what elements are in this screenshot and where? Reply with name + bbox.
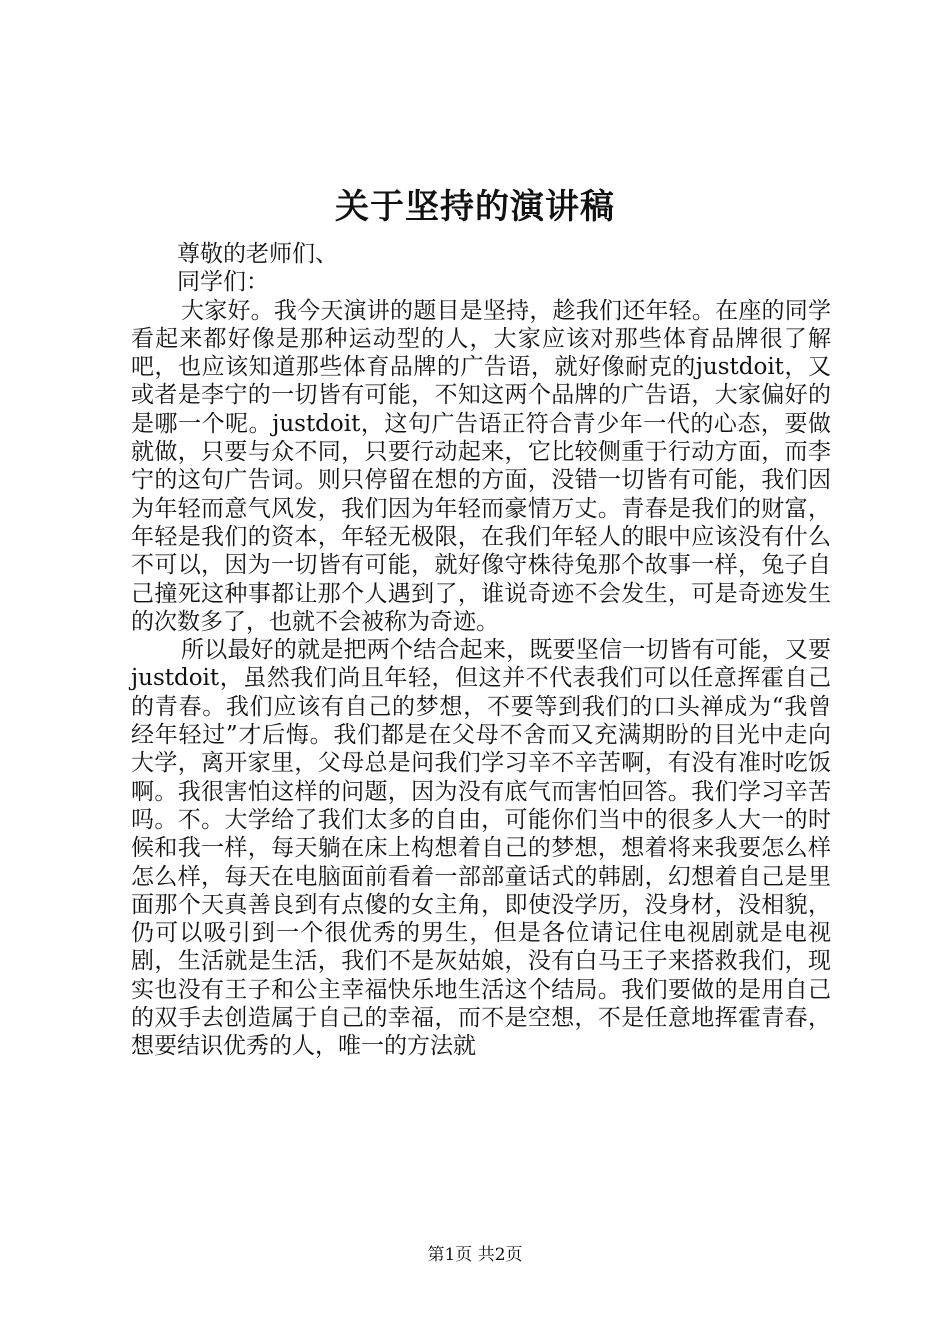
document-title: 关于坚持的演讲稿 [335, 187, 615, 227]
salutation-line-1: 尊敬的老师们、 [177, 241, 338, 267]
paragraph-1: 大家好。我今天演讲的题目是坚持，趁我们还年轻。在座的同学看起来都好像是那种运动型的人，大家应该对那些体育品牌很了解吧，也应该知道那些体育品牌的广告语，就好像耐克的justdoit，又或者是李宁的一切皆有可能，不知这两个品牌的广告语，大家偏好的是哪一个呢。justdoit，这句广告语正符合青少年一代的心态，要做就做，只要与众不同，只要行动起来，它比较侧重于行动方面，而李宁的这句广告词。则只停留在想的方面，没错一切皆有可能，我们因为年轻而意气风发，我们因为年轻而豪情万丈。青春是我们的财富，年轻是我们的资本，年轻无极限，在我们年轻人的眼中应该没有什么不可以，因为一切皆有可能，就好像守株待兔那个故事一样，兔子自己撞死这种事都让那个人遇到了，谁说奇迹不会发生，可是奇迹发生的次数多了，也就不会被称为奇迹。 [131, 297, 831, 635]
salutation-line-2: 同学们： [177, 269, 269, 296]
paragraph-2: 所以最好的就是把两个结合起来，既要坚信一切皆有可能，又要justdoit，虽然我们尚且年轻，但这并不代表我们可以任意挥霍自己的青春。我们应该有自己的梦想，不要等到我们的口头禅成为“我曾经年轻过”才后悔。我们都是在父母不舍而又充满期盼的目光中走向大学，离开家里，父母总是问我们学习辛不辛苦啊，有没有准时吃饭啊。我很害怕这样的问题，因为没有底气而害怕回答。我们学习辛苦吗。不。大学给了我们太多的自由，可能你们当中的很多人大一的时候和我一样，每天躺在床上构想着自己的梦想，想着将来我要怎么样怎么样，每天在电脑面前看着一部部童话式的韩剧，幻想着自己是里面那个天真善良到有点傻的女主角，即使没学历，没身材，没相貌，仍可以吸引到一个很优秀的男生，但是各位请记住电视剧就是电视剧，生活就是生活，我们不是灰姑娘，没有白马王子来搭救我们，现实也没有王子和公主幸福快乐地生活这个结局。我们要做的是用自己的双手去创造属于自己的幸福，而不是空想，不是任意地挥霍青春，想要结识优秀的人，唯一的方法就 [131, 637, 831, 1060]
page-footer: 第1页 共2页 [427, 1245, 523, 1265]
document-body [131, 240, 831, 1061]
